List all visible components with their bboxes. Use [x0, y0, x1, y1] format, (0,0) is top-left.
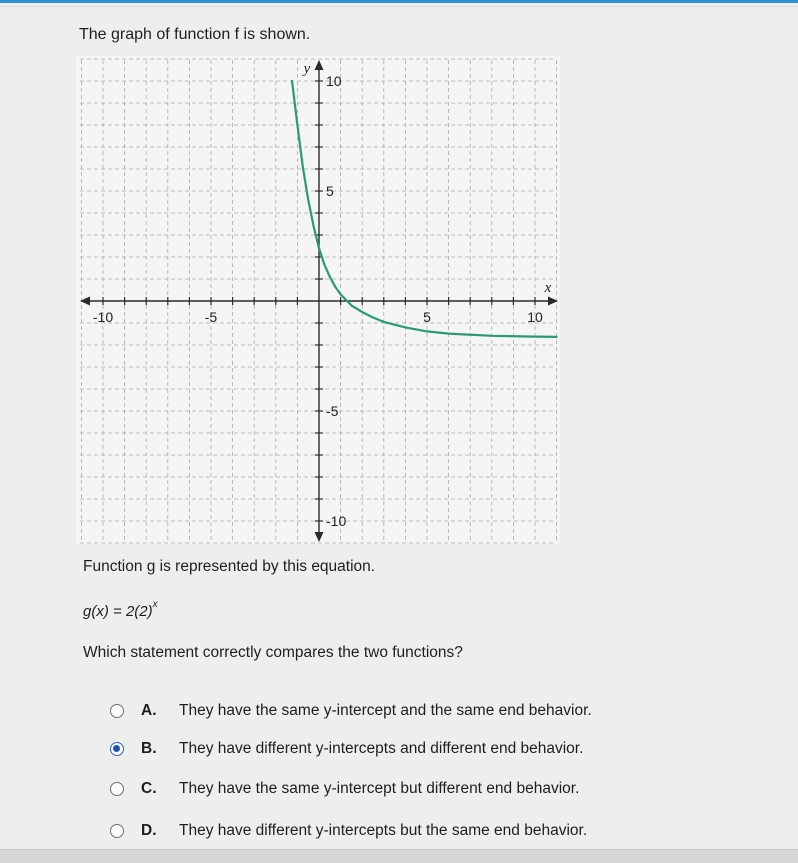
choice-a-letter: A.	[141, 702, 157, 719]
choice-a-text: They have the same y-intercept and the same end behavior.	[179, 702, 592, 719]
choice-d-letter: D.	[141, 822, 157, 839]
choice-b[interactable]	[108, 738, 583, 760]
function-f-graph	[76, 56, 560, 544]
y-tick-label: 5	[326, 183, 334, 199]
equation-g: $g(x) = 2(2)^x$	[83, 599, 158, 620]
plot-background	[76, 56, 560, 544]
equation-func: g	[83, 603, 92, 620]
x-tick-label: 10	[527, 309, 543, 325]
equation-exponent: x	[152, 599, 158, 610]
x-axis-label: x	[544, 280, 552, 296]
y-tick-label: -5	[326, 403, 339, 419]
choice-c-letter: C.	[141, 780, 157, 797]
top-divider	[0, 6, 798, 7]
choice-c-radio[interactable]	[110, 782, 124, 796]
y-axis-label: y	[303, 61, 311, 77]
y-tick-label: 10	[326, 73, 342, 89]
equation-intro: Function g is represented by this equation.	[83, 558, 376, 575]
choice-b-radio[interactable]	[110, 742, 124, 756]
choice-b-letter: B.	[141, 740, 157, 757]
choice-d-text: They have different y-intercepts but the same end behavior.	[179, 822, 588, 839]
choice-a-radio[interactable]	[110, 704, 124, 718]
x-tick-label: -10	[92, 309, 114, 325]
question-prompt: Which statement correctly compares the two functions?	[83, 644, 463, 661]
equation-rhs: 2(2)	[125, 603, 153, 620]
choice-b-text: They have different y-intercepts and different end behavior.	[179, 740, 584, 757]
choice-c-text: They have the same y-intercept but different end behavior.	[179, 780, 580, 797]
top-accent-bar	[0, 0, 798, 3]
choice-a[interactable]	[108, 700, 592, 722]
x-tick-label: -5	[204, 309, 218, 325]
bottom-bar	[0, 849, 798, 863]
x-tick-label: 5	[423, 309, 431, 325]
question-intro: The graph of function f is shown.	[79, 26, 311, 43]
equation-arg: x	[96, 603, 104, 620]
y-tick-label: -10	[326, 513, 347, 529]
choice-d[interactable]	[108, 820, 587, 842]
choice-c[interactable]	[108, 778, 579, 800]
choice-d-radio[interactable]	[110, 824, 124, 838]
